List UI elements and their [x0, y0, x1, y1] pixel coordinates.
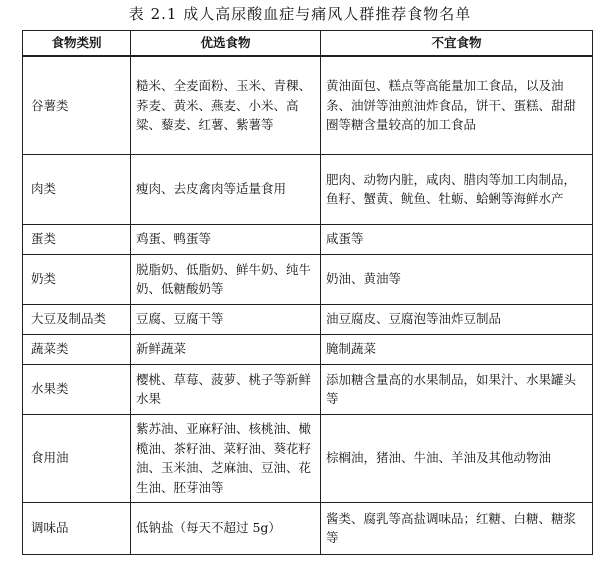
preferred-cell: 低钠盐（每天不超过 5g）: [131, 502, 321, 554]
category-cell: 蛋类: [23, 224, 131, 254]
preferred-cell: 糙米、全麦面粉、玉米、青稞、荞麦、黄米、燕麦、小米、高粱、藜麦、红薯、紫薯等: [131, 56, 321, 154]
avoid-cell: 肥肉、动物内脏，咸肉、腊肉等加工肉制品，鱼籽、蟹黄、鱿鱼、牡蛎、蛤蜊等海鲜水产: [321, 154, 593, 224]
table-caption: 表 2.1 成人高尿酸血症与痛风人群推荐食物名单: [128, 5, 472, 23]
preferred-cell: 豆腐、豆腐干等: [131, 304, 321, 334]
table-row: [23, 154, 593, 224]
preferred-cell: 新鲜蔬菜: [131, 334, 321, 364]
avoid-cell: 油豆腐皮、豆腐泡等油炸豆制品: [321, 304, 593, 334]
table-header-row: [23, 31, 593, 57]
category-cell: 大豆及制品类: [23, 304, 131, 334]
header-category: 食物类别: [23, 31, 131, 57]
avoid-cell: 黄油面包、糕点等高能量加工食品，以及油条、油饼等油煎油炸食品，饼干、蛋糕、甜甜圈等糖含量较高的加工食品: [321, 56, 593, 154]
category-cell: 食用油: [23, 414, 131, 502]
preferred-cell: 鸡蛋、鸭蛋等: [131, 224, 321, 254]
header-avoid: 不宜食物: [321, 31, 593, 57]
category-cell: 蔬菜类: [23, 334, 131, 364]
avoid-cell: 奶油、黄油等: [321, 254, 593, 304]
table-row: [23, 254, 593, 304]
avoid-cell: 棕榈油，猪油、牛油、羊油及其他动物油: [321, 414, 593, 502]
preferred-cell: 脱脂奶、低脂奶、鲜牛奶、纯牛奶、低糖酸奶等: [131, 254, 321, 304]
avoid-cell: 添加糖含量高的水果制品，如果汁、水果罐头等: [321, 364, 593, 414]
preferred-cell: 紫苏油、亚麻籽油、核桃油、橄榄油、茶籽油、菜籽油、葵花籽油、玉米油、芝麻油、豆油、花生油、胚芽油等: [131, 414, 321, 502]
category-cell: 水果类: [23, 364, 131, 414]
table-row: [23, 334, 593, 364]
avoid-cell: 酱类、腐乳等高盐调味品；红糖、白糖、糖浆等: [321, 502, 593, 554]
preferred-cell: 樱桃、草莓、菠萝、桃子等新鲜水果: [131, 364, 321, 414]
category-cell: 奶类: [23, 254, 131, 304]
avoid-cell: 咸蛋等: [321, 224, 593, 254]
avoid-cell: 腌制蔬菜: [321, 334, 593, 364]
table-row: [23, 304, 593, 334]
table-row: [23, 56, 593, 154]
category-cell: 谷薯类: [23, 56, 131, 154]
table-row: [23, 414, 593, 502]
table-row: [23, 364, 593, 414]
food-table: [22, 30, 593, 555]
header-preferred: 优选食物: [131, 31, 321, 57]
table-row: [23, 502, 593, 554]
category-cell: 肉类: [23, 154, 131, 224]
table-row: [23, 224, 593, 254]
preferred-cell: 瘦肉、去皮禽肉等适量食用: [131, 154, 321, 224]
category-cell: 调味品: [23, 502, 131, 554]
